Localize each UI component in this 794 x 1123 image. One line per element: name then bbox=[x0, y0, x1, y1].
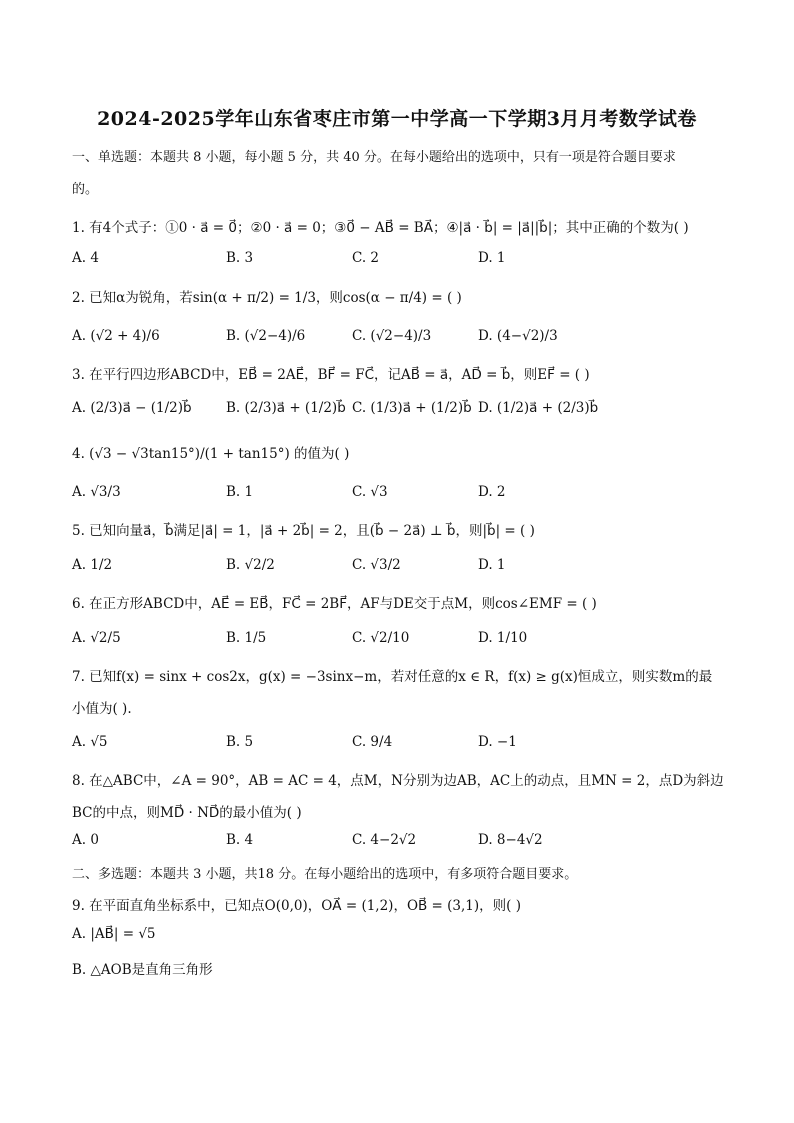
option-b: B. 1/5 bbox=[226, 630, 267, 646]
question-3: 3. 在平行四边形ABCD中，EB⃗ = 2AE⃗，BF⃗ = FC⃗，记AB⃗ = a⃗，AD⃗ = b⃗，则EF⃗ = ( ) bbox=[72, 367, 590, 383]
option-d: D. −1 bbox=[478, 734, 517, 750]
option-a: A. √2/5 bbox=[72, 630, 121, 646]
option-c: C. 4−2√2 bbox=[352, 832, 417, 848]
option-c: C. (√2−4)/3 bbox=[352, 328, 432, 344]
option-b: B. 5 bbox=[226, 734, 254, 750]
option-b: B. 1 bbox=[226, 484, 254, 500]
option-a: A. 0 bbox=[72, 832, 99, 848]
option-c: C. √3 bbox=[352, 484, 388, 500]
option-d: D. 8−4√2 bbox=[478, 832, 543, 848]
option-d: D. 1 bbox=[478, 250, 506, 266]
question-1: 1. 有4个式子：①0 · a⃗ = 0⃗；②0 · a⃗ = 0；③0⃗ − AB⃗ = BA⃗；④|a⃗ · b⃗| = |a⃗||b⃗|；其中正确的个数为( ) bbox=[72, 220, 689, 236]
option-b: B. 3 bbox=[226, 250, 254, 266]
option-a: A. √3/3 bbox=[72, 484, 121, 500]
option-a: A. 4 bbox=[72, 250, 99, 266]
option-d: D. (1/2)a⃗ + (2/3)b⃗ bbox=[478, 400, 599, 416]
option-a: A. (√2 + 4)/6 bbox=[72, 328, 160, 344]
option-b: B. (2/3)a⃗ + (1/2)b⃗ bbox=[226, 400, 346, 416]
option-c: C. √3/2 bbox=[352, 557, 401, 573]
section2-heading: 二、多选题：本题共 3 小题，共18 分。在每小题给出的选项中，有多项符合题目要求。 bbox=[72, 867, 578, 882]
option-b: B. √2/2 bbox=[226, 557, 275, 573]
question-9-option-a: A. |AB⃗| = √5 bbox=[72, 926, 156, 942]
question-2: 2. 已知α为锐角，若sin(α + π/2) = 1/3，则cos(α − π/4) = ( ) bbox=[72, 290, 462, 306]
option-d: D. (4−√2)/3 bbox=[478, 328, 558, 344]
option-c: C. 9/4 bbox=[352, 734, 393, 750]
option-b: B. 4 bbox=[226, 832, 254, 848]
question-7: 7. 已知f(x) = sinx + cos2x，g(x) = −3sinx−m，若对任意的x ∈ R，f(x) ≥ g(x)恒成立，则实数m的最 bbox=[72, 669, 713, 685]
option-a: A. (2/3)a⃗ − (1/2)b⃗ bbox=[72, 400, 192, 416]
question-9: 9. 在平面直角坐标系中，已知点O(0,0)，OA⃗ = (1,2)，OB⃗ = (3,1)，则( ) bbox=[72, 898, 521, 914]
question-6: 6. 在正方形ABCD中，AE⃗ = EB⃗，FC⃗ = 2BF⃗，AF与DE交于点M，则cos∠EMF = ( ) bbox=[72, 596, 597, 612]
question-8-cont: BC的中点，则MD⃗ · ND⃗的最小值为( ) bbox=[72, 805, 302, 821]
option-a: A. 1/2 bbox=[72, 557, 113, 573]
option-c: C. 2 bbox=[352, 250, 380, 266]
section1-heading: 一、单选题：本题共 8 小题，每小题 5 分，共 40 分。在每小题给出的选项中，只有一项是符合题目要求 bbox=[72, 150, 676, 165]
option-d: D. 1 bbox=[478, 557, 506, 573]
option-c: C. (1/3)a⃗ + (1/2)b⃗ bbox=[352, 400, 472, 416]
option-d: D. 2 bbox=[478, 484, 506, 500]
section1-heading-cont: 的。 bbox=[72, 182, 99, 197]
option-d: D. 1/10 bbox=[478, 630, 528, 646]
question-8: 8. 在△ABC中，∠A = 90°，AB = AC = 4，点M，N分别为边AB，AC上的动点，且MN = 2，点D为斜边 bbox=[72, 773, 724, 789]
option-a: A. √5 bbox=[72, 734, 108, 750]
exam-title: 2024-2025学年山东省枣庄市第一中学高一下学期3月月考数学试卷 bbox=[97, 108, 697, 130]
question-9-option-b: B. △AOB是直角三角形 bbox=[72, 962, 213, 978]
question-7-cont: 小值为( ). bbox=[72, 701, 132, 717]
question-5: 5. 已知向量a⃗，b⃗满足|a⃗| = 1，|a⃗ + 2b⃗| = 2，且(b⃗ − 2a⃗) ⊥ b⃗，则|b⃗| = ( ) bbox=[72, 523, 535, 539]
question-4: 4. (√3 − √3tan15°)/(1 + tan15°) 的值为( ) bbox=[72, 446, 350, 462]
option-c: C. √2/10 bbox=[352, 630, 410, 646]
option-b: B. (√2−4)/6 bbox=[226, 328, 306, 344]
